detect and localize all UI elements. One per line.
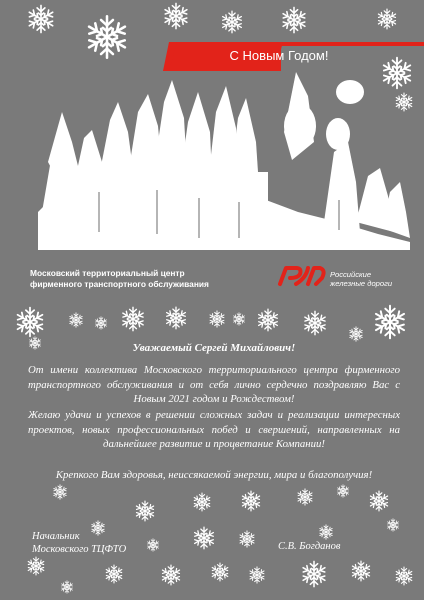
snowflake-icon [162, 2, 190, 30]
snowflake-icon [350, 560, 372, 582]
snowflake-icon [232, 312, 246, 326]
organization-name [30, 268, 240, 290]
snowflake-icon [210, 562, 230, 582]
banner-title: С Новым Годом! [229, 48, 329, 63]
snowflake-icon [376, 8, 398, 30]
snowflake-icon [386, 518, 400, 532]
snowflake-icon [84, 14, 130, 60]
letter-paragraph-1: От имени коллектива Московского территориального центра фирменного транспортного обслуживания и от себя лично сердечно поздравляю Вас с Новым 2021 годом и Рождеством! [28, 364, 400, 405]
snowflake-icon [348, 326, 364, 342]
snowflake-icon [394, 566, 414, 586]
snowflake-icon [302, 310, 328, 336]
snowflake-icon [256, 308, 280, 332]
snowflake-icon [192, 526, 216, 550]
snowflake-icon [296, 488, 314, 506]
winter-forest-illustration [38, 72, 410, 250]
snowflake-icon [26, 556, 46, 576]
snowflake-icon [318, 524, 334, 540]
snowflake-icon [94, 316, 108, 330]
snowflake-icon [68, 312, 84, 328]
letter-paragraph-3: Крепкого Вам здоровья, неиссякаемой энергии, мира и благополучия! [55, 469, 373, 481]
snowflake-icon [300, 560, 328, 588]
snowflake-icon [248, 566, 266, 584]
snowflake-icon [14, 306, 46, 338]
snowflake-icon [368, 490, 390, 512]
snowflake-icon [60, 580, 74, 594]
signatory-title-line1: Начальник [32, 531, 80, 542]
snowflake-icon [26, 4, 56, 34]
rzd-logo-line2: железные дороги [330, 279, 393, 288]
signatory-name: С.В. Богданов [278, 541, 341, 552]
signatory-title-line2: Московского ТЦФТО [32, 544, 127, 555]
snowflake-icon [160, 564, 182, 586]
snowflake-icon [120, 306, 146, 332]
signatory-title [32, 530, 182, 556]
organization-name-line2: фирменного транспортного обслуживания [30, 279, 209, 289]
letter-paragraph-2: Желаю удачи и успехов в решении сложных задач и реализации интересных проектов, новых профессиональных побед и свершений, направленных на дальнейшее развитие и процветание Компании! [28, 409, 400, 450]
snowflake-icon [372, 304, 408, 340]
snowflake-icon [238, 530, 256, 548]
snowflake-icon [164, 306, 188, 330]
snowflake-icon [104, 564, 124, 584]
snowflake-icon [208, 310, 226, 328]
snowflake-icon [52, 484, 68, 500]
rzd-logo-icon [276, 262, 328, 288]
rzd-logo-line1: Российские [330, 270, 372, 279]
letter-greeting: Уважаемый Сергей Михайлович! [132, 342, 296, 354]
snowflake-icon [134, 500, 156, 522]
new-year-banner [163, 42, 424, 71]
snowflake-icon [280, 6, 308, 34]
rzd-logo-text [330, 270, 410, 288]
organization-name-line1: Московский территориальный центр [30, 268, 185, 278]
snowflake-icon [336, 484, 350, 498]
snowflake-icon [220, 10, 244, 34]
snowflake-icon [192, 492, 212, 512]
snowflake-icon [240, 490, 262, 512]
